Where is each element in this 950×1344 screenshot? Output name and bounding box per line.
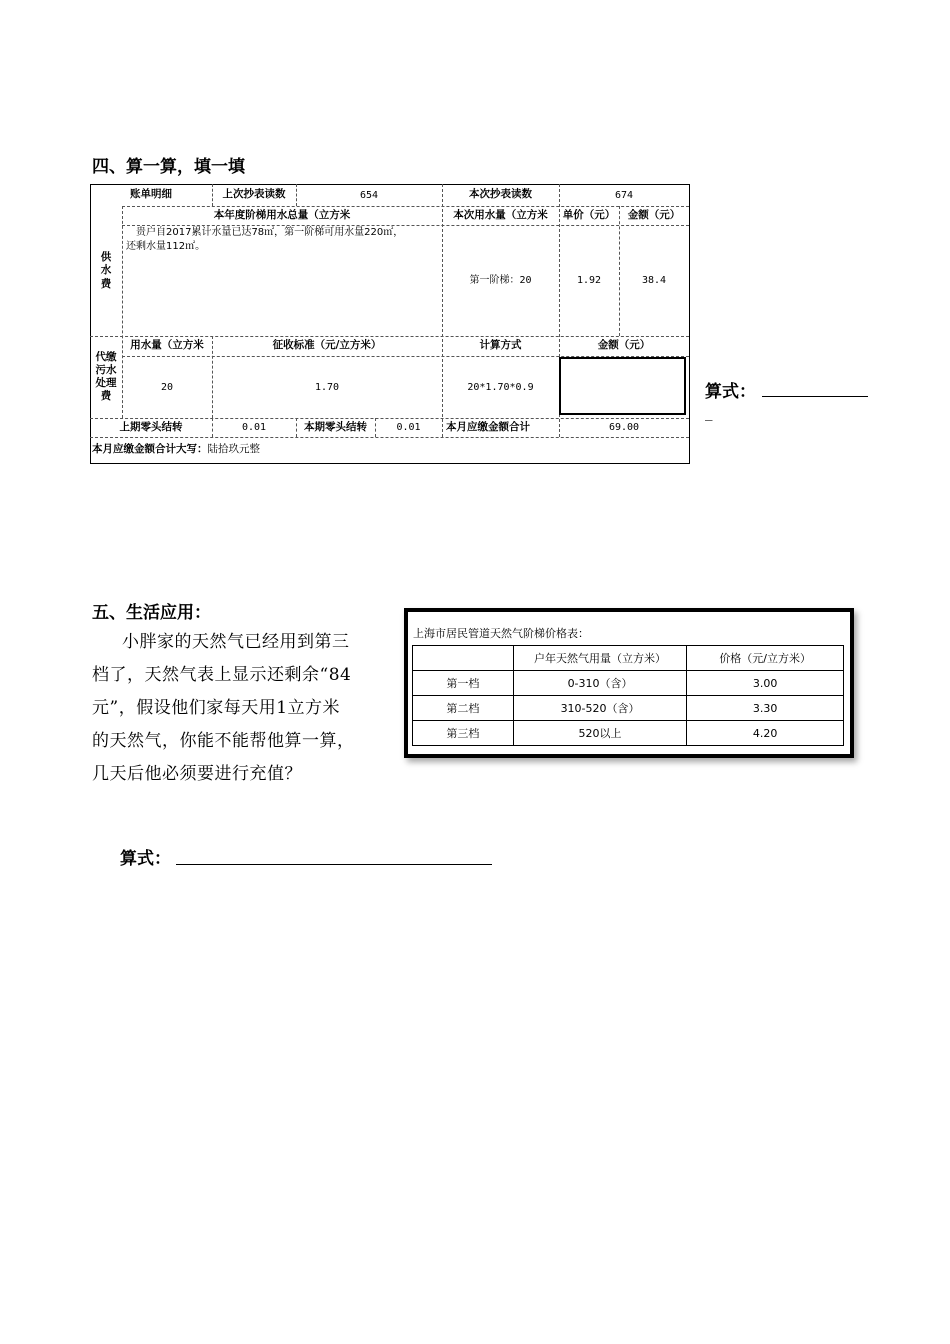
table-header-cell: 户年天然气用量（立方米）: [513, 646, 687, 671]
section4-formula-trailing: _: [705, 403, 713, 421]
prev-change-value: 0.01: [241, 422, 267, 433]
monthly-total-label: 本月应缴金额合计: [446, 420, 530, 433]
amount-header: 金额（元）: [627, 208, 681, 221]
calculation-method-header: 计算方式: [479, 339, 522, 352]
calculation-method-value: 20*1.70*0.9: [467, 381, 534, 393]
levy-standard-value: 1.70: [314, 381, 340, 393]
tier-range-cell: 310-520（含）: [513, 696, 687, 721]
gas-price-table: [412, 645, 844, 746]
levy-standard-header: 征收标准（元/立方米）: [272, 339, 382, 352]
tier-price-cell: 3.00: [687, 671, 844, 696]
table-row: [413, 696, 844, 721]
table-header-cell: [413, 646, 514, 671]
sewage-fee-side-label: 代缴污水处理费: [95, 350, 117, 403]
section4-formula-blank[interactable]: [762, 396, 868, 397]
unit-price-value: 1.92: [576, 275, 602, 286]
gas-price-table-card: [404, 608, 854, 758]
sewage-usage-value: 20: [160, 381, 174, 393]
bill-details-label: 账单明细: [130, 188, 172, 201]
prev-change-label: 上期零头结转: [119, 420, 183, 433]
section4-formula-label: 算式：: [705, 382, 756, 402]
water-bill-table: [90, 184, 690, 464]
this-change-label: 本期零头结转: [304, 420, 367, 433]
section5-heading: 五、生活应用：: [92, 603, 211, 623]
unit-price-header: 单价（元）: [562, 208, 616, 221]
section5-formula-blank[interactable]: [176, 864, 492, 865]
table-row: [413, 721, 844, 746]
table-header-row: [413, 646, 844, 671]
tier-name-cell: 第三档: [413, 721, 514, 746]
this-reading-label: 本次抄表读数: [469, 188, 532, 201]
water-usage-header: 本次用水量（立方米: [453, 208, 548, 221]
tier-price-cell: 3.30: [687, 696, 844, 721]
last-reading-value: 654: [359, 189, 379, 201]
monthly-total-value: 69.00: [608, 422, 640, 433]
this-change-value: 0.01: [396, 422, 421, 433]
tier-price-cell: 4.20: [687, 721, 844, 746]
table-header-cell: 价格（元/立方米）: [687, 646, 844, 671]
gas-price-table-title: 上海市居民管道天然气阶梯价格表：: [413, 627, 589, 640]
water-usage-note: 贵户自2017累计水量已达78㎡，第一阶梯可用水量220㎡， 还剩水量112㎡。: [126, 227, 404, 252]
sewage-amount-header: 金额（元）: [597, 339, 651, 352]
section4-heading: 四、算一算，填一填: [92, 157, 245, 177]
water-fee-side-label: 供水费: [100, 250, 112, 290]
water-amount-value: 38.4: [641, 275, 667, 286]
last-reading-label: 上次抄表读数: [222, 188, 286, 201]
water-usage-value: 第一阶梯：20: [469, 275, 532, 286]
tier-range-cell: 520以上: [513, 721, 687, 746]
tier-name-cell: 第二档: [413, 696, 514, 721]
sewage-amount-answer-box[interactable]: [559, 357, 686, 415]
tier-name-cell: 第一档: [413, 671, 514, 696]
total-in-words: 本月应缴金额合计大写： 陆拾玖元整: [92, 442, 260, 455]
gas-story-text: 小胖家的天然气已经用到第三 档了，天然气表上显示还剩余“84 元”，假设他们家每天用1立方米 的天然气，你能不能帮他算一算， 几天后他必须要进行充值？: [92, 632, 355, 784]
section5-formula-label: 算式：: [120, 849, 171, 869]
tier-range-cell: 0-310（含）: [513, 671, 687, 696]
this-reading-value: 674: [614, 189, 634, 201]
annual-tier-total-header: 本年度阶梯用水总量（立方米: [213, 208, 351, 221]
sewage-usage-header: 用水量（立方米: [130, 339, 204, 352]
table-row: [413, 671, 844, 696]
